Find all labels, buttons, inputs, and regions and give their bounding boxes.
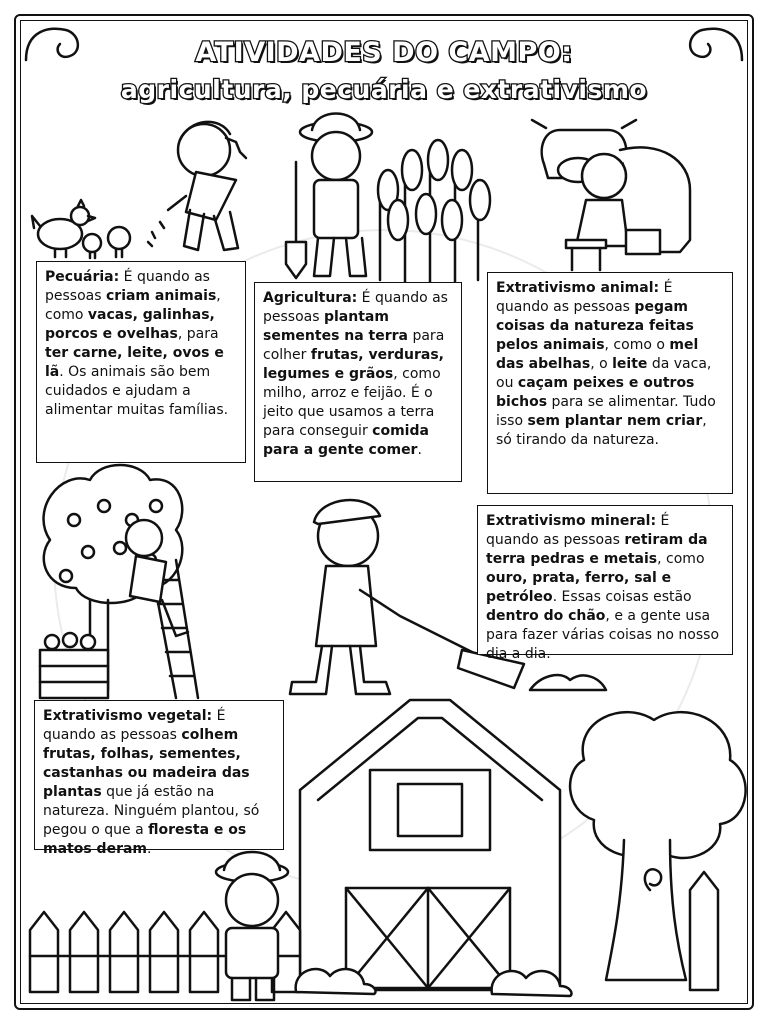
bold-text-segment: floresta e os matos deram: [43, 822, 247, 857]
bold-text-segment: ter carne, leite, ovos e lã: [45, 345, 224, 380]
bold-text-segment: Agricultura:: [263, 290, 358, 306]
text-segment: É quando as pessoas: [263, 290, 448, 325]
bold-text-segment: plantam sementes na terra: [263, 309, 409, 344]
text-segment: para se alimentar. Tudo isso: [496, 394, 716, 429]
girl-feeding-chickens-icon: [148, 122, 246, 250]
bold-text-segment: colhem frutas, folhas, sementes, castanhas ou madeira das plantas: [43, 727, 250, 800]
oak-tree-icon: [570, 712, 746, 980]
bold-text-segment: Extrativismo animal:: [496, 280, 660, 296]
bold-text-segment: retiram da terra pedras e metais: [486, 532, 708, 567]
corn-stalks-icon: [378, 140, 490, 284]
bold-text-segment: dentro do chão: [486, 608, 606, 624]
text-segment: , o: [590, 356, 613, 372]
text-segment: para colher: [263, 328, 445, 363]
text-segment: É quando as pessoas: [496, 280, 673, 315]
pecuaria-text-box: [36, 261, 246, 463]
text-segment: , como o: [604, 337, 670, 353]
text-segment: da vaca, ou: [496, 356, 712, 391]
text-segment: É quando as pessoas: [486, 513, 670, 548]
text-segment: É quando as pessoas: [43, 708, 226, 743]
title-line-1: ATIVIDADES DO CAMPO:: [195, 37, 573, 68]
bold-text-segment: sem plantar nem criar: [527, 413, 703, 429]
bold-text-segment: ouro, prata, ferro, sal e petróleo: [486, 570, 672, 605]
chick-icon: [83, 234, 101, 258]
bold-text-segment: Extrativismo vegetal:: [43, 708, 213, 724]
text-segment: , como: [657, 551, 705, 567]
text-segment: .: [417, 442, 422, 458]
bold-text-segment: criam animais: [105, 288, 217, 304]
bold-text-segment: frutas, verduras, legumes e grãos: [263, 347, 445, 382]
extrativismo-vegetal-text-box: [34, 700, 284, 857]
text-segment: . Os animais são bem cuidados e ajudam a alimentar muitas famílias.: [45, 364, 229, 418]
text-segment: , para: [177, 326, 219, 342]
extrativismo-mineral-text-box: [477, 505, 733, 662]
bold-text-segment: pegam coisas da natureza feitas pelos animais: [496, 299, 694, 353]
chick-icon: [108, 227, 130, 257]
text-segment: , como milho, arroz e feijão. É o jeito que usamos a terra para conseguir: [263, 366, 441, 439]
bold-text-segment: vacas, galinhas, porcos e ovelhas: [45, 307, 215, 342]
extrativismo-animal-text-box: [487, 272, 733, 494]
bold-text-segment: comida para a gente comer: [263, 423, 429, 458]
title-line-2: agricultura, pecuária e extrativismo: [120, 75, 648, 104]
bold-text-segment: mel das abelhas: [496, 337, 699, 372]
text-segment: .: [147, 841, 152, 857]
text-segment: . Essas coisas estão: [552, 589, 692, 605]
farmer-with-shovel-icon: [286, 114, 372, 279]
text-segment: , e a gente usa para fazer várias coisas no nosso dia a dia.: [486, 608, 720, 662]
bold-text-segment: caçam peixes e outros bichos: [496, 375, 695, 410]
text-segment: É quando as pessoas: [45, 269, 210, 304]
apple-crate-icon: [40, 633, 108, 698]
bold-text-segment: leite: [612, 356, 648, 372]
text-segment: , como: [45, 288, 221, 323]
text-segment: , só tirando da natureza.: [496, 413, 707, 448]
text-segment: que já estão na natureza. Ninguém plantou, só pegou o que a: [43, 784, 260, 838]
agricultura-text-box: [254, 282, 462, 482]
barn-icon: [300, 700, 560, 990]
bold-text-segment: Extrativismo mineral:: [486, 513, 657, 529]
bold-text-segment: Pecuária:: [45, 269, 120, 285]
